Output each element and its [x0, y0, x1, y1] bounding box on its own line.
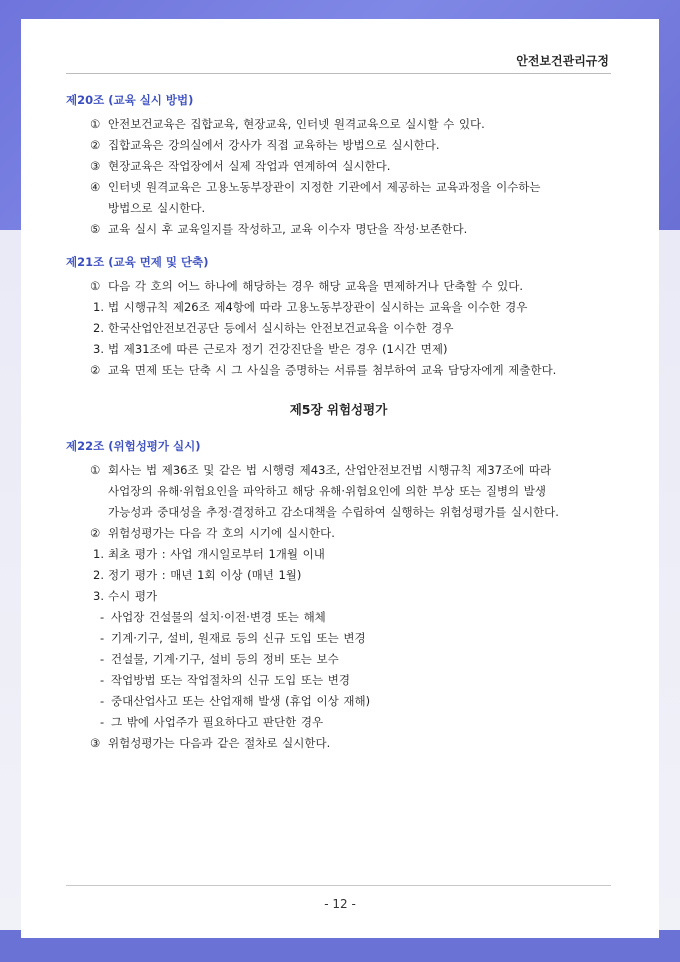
paragraph-text: 위험성평가는 다음과 같은 절차로 실시한다. — [108, 736, 331, 750]
paragraph-number: ① — [90, 463, 101, 477]
sub-item-text: 수시 평가 — [108, 589, 158, 603]
footer-divider — [66, 885, 611, 886]
paragraph — [66, 360, 611, 381]
dash-mark: - — [100, 631, 105, 645]
sub-item-number: 2. — [93, 321, 104, 335]
sub-item — [66, 339, 611, 360]
document-body — [66, 92, 611, 754]
paragraph-text: 다음 각 호의 어느 하나에 해당하는 경우 해당 교육을 면제하거나 단축할 수 있다. — [108, 279, 524, 293]
paragraph — [66, 276, 611, 297]
article-21 — [66, 254, 611, 381]
sub-item — [66, 586, 611, 607]
paragraph-number: ② — [90, 138, 101, 152]
sub-item-text: 법 시행규칙 제26조 제4항에 따라 고용노동부장관이 실시하는 교육을 이수한 경우 — [108, 300, 528, 314]
dash-item — [66, 691, 611, 712]
dash-item — [66, 649, 611, 670]
document-page — [21, 19, 659, 938]
sub-item — [66, 297, 611, 318]
sub-item-number: 1. — [93, 547, 104, 561]
sub-item-number: 2. — [93, 568, 104, 582]
document-title: 안전보건관리규정 — [516, 54, 609, 68]
paragraph-text: 인터넷 원격교육은 고용노동부장관이 지정한 기관에서 제공하는 교육과정을 이수하는 — [108, 180, 541, 194]
paragraph-text: 집합교육은 강의실에서 강사가 직접 교육하는 방법으로 실시한다. — [108, 138, 440, 152]
dash-item-text: 그 밖에 사업주가 필요하다고 판단한 경우 — [111, 715, 324, 729]
sub-item-text: 법 제31조에 따른 근로자 정기 건강진단을 받은 경우 (1시간 면제) — [108, 342, 448, 356]
paragraph — [66, 523, 611, 544]
dash-item — [66, 607, 611, 628]
article-title: 제21조 (교육 면제 및 단축) — [66, 255, 209, 269]
dash-item-text: 기계·기구, 설비, 원재료 등의 신규 도입 또는 변경 — [111, 631, 366, 645]
paragraph — [66, 177, 611, 198]
dash-mark: - — [100, 610, 105, 624]
paragraph-number: ③ — [90, 159, 101, 173]
dash-item — [66, 712, 611, 733]
dash-item-text: 중대산업사고 또는 산업재해 발생 (휴업 이상 재해) — [111, 694, 371, 708]
sub-item-text: 최초 평가 : 사업 개시일로부터 1개월 이내 — [108, 547, 325, 561]
header-divider — [66, 73, 611, 74]
paragraph-number: ① — [90, 117, 101, 131]
paragraph-number: ⑤ — [90, 222, 101, 236]
sub-item-text: 한국산업안전보건공단 등에서 실시하는 안전보건교육을 이수한 경우 — [108, 321, 454, 335]
background-bottom-band — [0, 938, 680, 962]
paragraph-continuation: 사업장의 유해·위험요인을 파악하고 해당 유해·위험요인에 의한 부상 또는 질병의 발생 — [108, 484, 547, 498]
dash-mark: - — [100, 715, 105, 729]
paragraph-number: ② — [90, 363, 101, 377]
dash-mark: - — [100, 673, 105, 687]
paragraph-text: 안전보건교육은 집합교육, 현장교육, 인터넷 원격교육으로 실시할 수 있다. — [108, 117, 485, 131]
paragraph-number: ③ — [90, 736, 101, 750]
paragraph-text: 회사는 법 제36조 및 같은 법 시행령 제43조, 산업안전보건법 시행규칙 제37조에 따라 — [108, 463, 552, 477]
dash-mark: - — [100, 694, 105, 708]
dash-item-text: 작업방법 또는 작업절차의 신규 도입 또는 변경 — [111, 673, 351, 687]
paragraph-text: 교육 면제 또는 단축 시 그 사실을 증명하는 서류를 첨부하여 교육 담당자에게 제출한다. — [108, 363, 557, 377]
paragraph-text: 교육 실시 후 교육일지를 작성하고, 교육 이수자 명단을 작성·보존한다. — [108, 222, 468, 236]
sub-item-number: 3. — [93, 342, 104, 356]
paragraph — [66, 460, 611, 481]
paragraph-number: ④ — [90, 180, 101, 194]
article-title: 제20조 (교육 실시 방법) — [66, 93, 194, 107]
paragraph-text: 현장교육은 작업장에서 실제 작업과 연계하여 실시한다. — [108, 159, 391, 173]
paragraph — [66, 135, 611, 156]
dash-item-text: 건설물, 기계·기구, 설비 등의 정비 또는 보수 — [111, 652, 339, 666]
page-number: - 12 - — [324, 897, 356, 911]
dash-item-text: 사업장 건설물의 설치·이전·변경 또는 해체 — [111, 610, 326, 624]
paragraph-number: ② — [90, 526, 101, 540]
dash-mark: - — [100, 652, 105, 666]
paragraph-number: ① — [90, 279, 101, 293]
spacer — [66, 240, 611, 254]
paragraph — [66, 219, 611, 240]
paragraph-text: 위험성평가는 다음 각 호의 시기에 실시한다. — [108, 526, 335, 540]
article-title: 제22조 (위험성평가 실시) — [66, 439, 201, 453]
paragraph — [66, 114, 611, 135]
sub-item — [66, 318, 611, 339]
sub-item-number: 3. — [93, 589, 104, 603]
sub-item — [66, 544, 611, 565]
sub-item — [66, 565, 611, 586]
paragraph-continuation: 방법으로 실시한다. — [108, 201, 206, 215]
paragraph-continuation: 가능성과 중대성을 추정·결정하고 감소대책을 수립하여 실행하는 위험성평가를 실시한다. — [108, 505, 559, 519]
article-20 — [66, 92, 611, 240]
paragraph — [66, 156, 611, 177]
chapter-heading: 제5장 위험성평가 — [289, 402, 388, 417]
dash-item — [66, 628, 611, 649]
sub-item-text: 정기 평가 : 매년 1회 이상 (매년 1월) — [108, 568, 302, 582]
paragraph — [66, 733, 611, 754]
dash-item — [66, 670, 611, 691]
article-22 — [66, 438, 611, 754]
sub-item-number: 1. — [93, 300, 104, 314]
